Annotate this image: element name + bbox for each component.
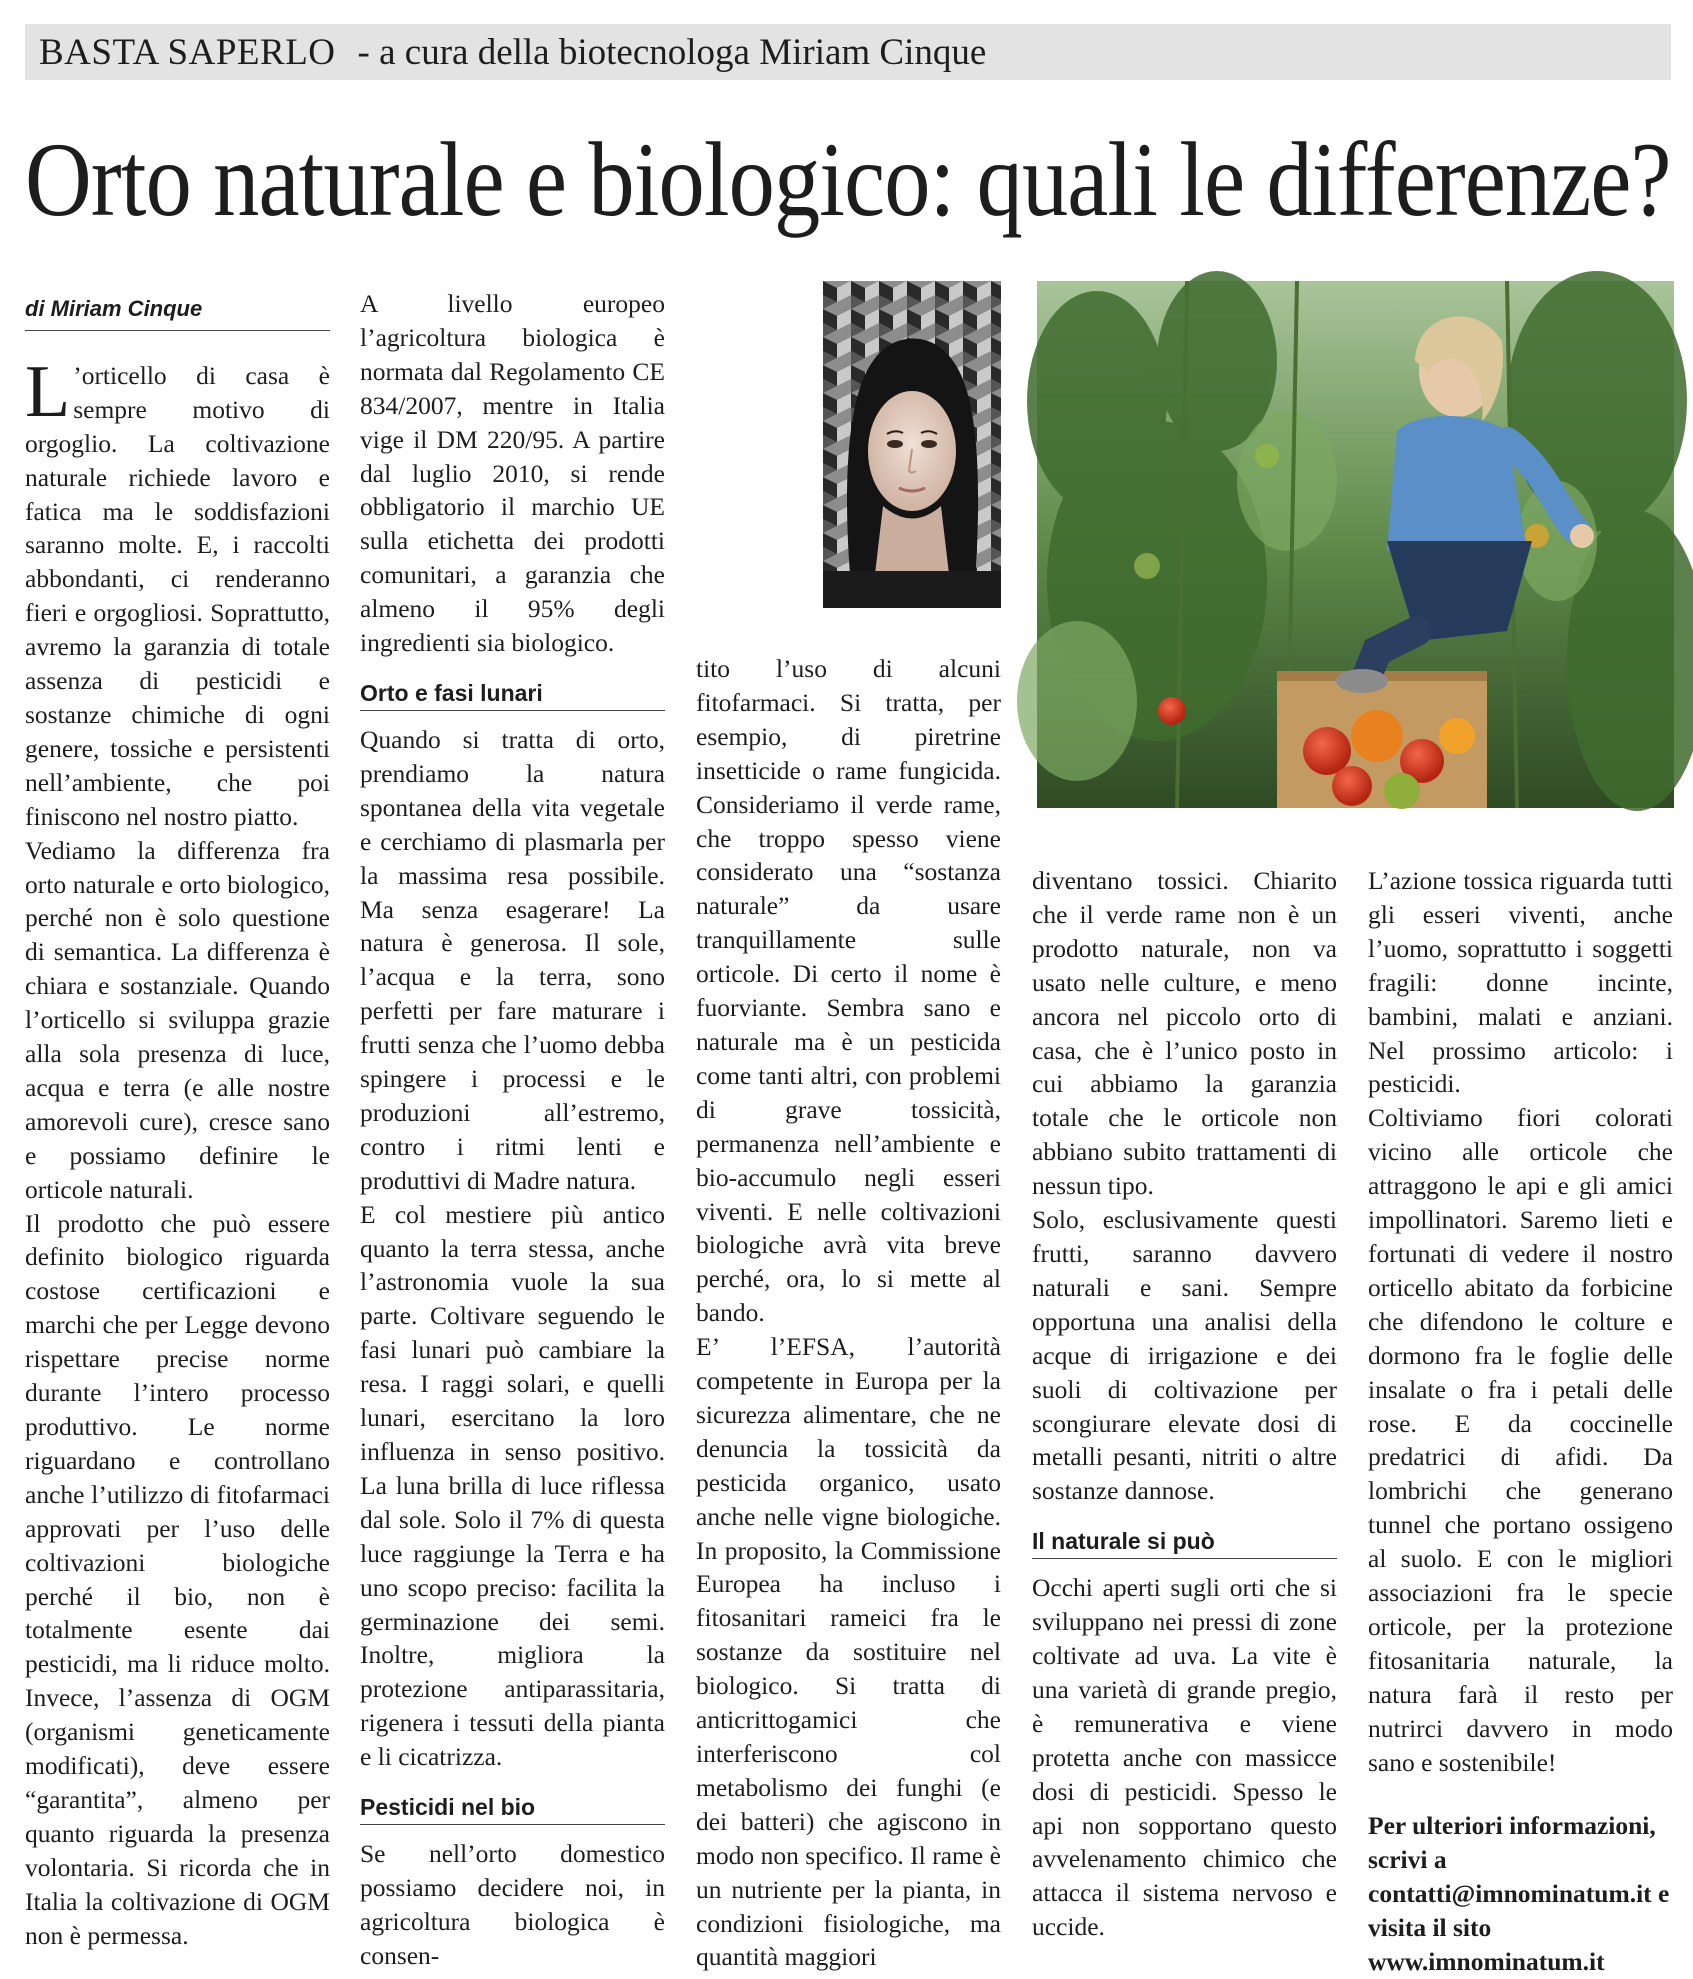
subhead-orto-fasi-lunari: Orto e fasi lunari bbox=[360, 678, 665, 711]
col4-paragraph-1: diventano tossici. Chiarito che il verde rame non è un prodotto naturale, non va usato nelle culture, e meno ancora nel piccolo orto di casa, che è l’unico posto in cui abbiamo la garanzia totale che le orticole non abbiano subito trattamenti di nessun tipo. bbox=[1032, 866, 1337, 1201]
headline: Orto naturale e biologico: quali le differenze? bbox=[25, 121, 1671, 238]
col3-paragraph-1: tito l’uso di alcuni fitofarmaci. Si tratta, per esempio, di piretrine insetticide o rame fungicida. Consideriamo il verde rame, che troppo spesso viene considerato una “sostanza naturale” da usare tranquillamente sulle orticole. Di certo il nome è fuorviante. Sembra sano e naturale ma è un pesticida come tanti altri, con problemi di grave tossicità, permanenza nell’ambiente e bio-accumulo negli esseri viventi. E nelle coltivazioni biologiche avrà vita breve perché, ora, lo si mette al bando. bbox=[696, 654, 1001, 1328]
section-name: BASTA SAPERLO bbox=[39, 31, 336, 73]
column-2 bbox=[360, 287, 665, 1970]
curator-line: - a cura della biotecnologa Miriam Cinque bbox=[357, 31, 987, 73]
col5-paragraph-1: L’azione tossica riguarda tutti gli esseri viventi, anche l’uomo, soprattutto i soggetti fragili: donne incinte, bambini, malati e anziani. Nel prossimo articolo: i pesticidi. bbox=[1368, 866, 1673, 1099]
column-4 bbox=[1032, 864, 1337, 1942]
contact-info: Per ulteriori informazioni, scrivi a contatti@imnominatum.it e visita il sito www.imnominatum.it bbox=[1368, 1811, 1670, 1977]
col2-paragraph-2: Quando si tratta di orto, prendiamo la natura spontanea della vita vegetale e cerchiamo di plasmarla per la massima resa possibile. Ma senza esagerare! La natura è generosa. Il sole, l’acqua e la terra, sono perfetti per fare maturare i frutti senza che l’uomo debba spingere i processi e le produzioni all’estremo, contro i ritmi lenti e produttivi di Madre natura. bbox=[360, 724, 665, 1195]
col2-paragraph-3: E col mestiere più antico quanto la terra stessa, anche l’astronomia vuole la sua parte. Coltivare seguendo le fasi lunari può cambiare la resa. I raggi solari, e quelli lunari, esercitano la loro influenza in senso positivo. La luna brilla di luce riflessa dal sole. Solo il 7% di questa luce raggiunge la Terra e ha uno scopo preciso: facilita la germinazione dei semi. Inoltre, migliora la protezione antiparassitaria, rigenera i tessuti della pianta e li cicatrizza. bbox=[360, 1199, 665, 1772]
drop-cap: L bbox=[25, 350, 71, 433]
col1-paragraph-1 bbox=[25, 350, 330, 834]
section-kicker bbox=[25, 24, 1671, 80]
garden-photo bbox=[1037, 281, 1674, 808]
byline: di Miriam Cinque bbox=[25, 292, 330, 331]
author-portrait bbox=[823, 281, 1001, 608]
col1-paragraph-3: Il prodotto che può essere definito biologico riguarda costose certificazioni e marchi che per Legge devono rispettare precise norme durante l’intero processo produttivo. Le norme riguardano e controllano anche l’utilizzo di fitofarmaci approvati per l’uso delle coltivazioni biologiche perché il bio, non è totalmente esente dai pesticidi, ma li riduce molto. Invece, l’assenza di OGM (organismi geneticamente modificati), deve essere “garantita”, almeno per quanto riguarda la presenza volontaria. Si ricorda che in Italia la coltivazione di OGM non è permessa. bbox=[25, 1208, 330, 1950]
col3-paragraph-2: E’ l’EFSA, l’autorità competente in Europa per la sicurezza alimentare, che ne denuncia la tossicità da pesticida organico, usato anche nelle vigne biologiche. In proposito, la Commissione Europea ha incluso i fitosanitari rameici fra le sostanze da sostituire nel biologico. Si tratta di anticrittogamici che interferiscono col metabolismo dei funghi (e dei batteri) che agiscono in modo non specifico. Il rame è un nutriente per la pianta, in condizioni fisiologiche, ma quantità maggiori bbox=[696, 1332, 1001, 1972]
col1-paragraph-1-text: ’orticello di casa è sempre motivo di orgoglio. La coltivazione naturale richiede lavoro e fatica ma le soddisfazioni saranno molte. E, i raccolti abbondanti, ci renderanno fieri e orgogliosi. Soprattutto, avremo la garanzia di totale assenza di pesticidi e sostanze chimiche di ogni genere, tossiche e persistenti nell’ambiente, che poi finiscono nel nostro piatto. bbox=[25, 360, 330, 831]
column-5 bbox=[1368, 864, 1673, 1977]
col1-paragraph-2: Vediamo la differenza fra orto naturale e orto biologico, perché non è solo questione di semantica. La differenza è chiara e sostanziale. Quando l’orticello si sviluppa grazie alla sola presenza di luce, acqua e terra (e alle nostre amorevoli cure), cresce sano e possiamo definire le orticole naturali. bbox=[25, 835, 330, 1204]
subhead-pesticidi-bio: Pesticidi nel bio bbox=[360, 1792, 665, 1825]
subhead-naturale-si-puo: Il naturale si può bbox=[1032, 1526, 1337, 1559]
col4-paragraph-2: Solo, esclusivamente questi frutti, saranno davvero naturali e sani. Sempre opportuna una analisi della acque di irrigazione e dei suoli di coltivazione per scongiurare elevate dosi di metalli pesanti, nitriti o altre sostanze dannose. bbox=[1032, 1205, 1337, 1506]
col5-paragraph-2: Coltiviamo fiori colorati vicino alle orticole che attraggono le api e gli amici impollinatori. Saremo lieti e fortunati di vedere il nostro orticello abitato da forbicine che difendono le colture e dormono fra le foglie delle insalate o fra i petali delle rose. E da coccinelle predatrici di afidi. Da lombrichi che generano tunnel che portano ossigeno al suolo. E con le migliori associazioni fra le specie orticole, per la protezione fitosanitaria naturale, la natura farà il resto per nutrirci davvero in modo sano e sostenibile! bbox=[1368, 1103, 1673, 1777]
column-3 bbox=[696, 652, 1001, 1972]
col2-paragraph-4: Se nell’orto domestico possiamo decidere noi, in agricoltura biologica è consen- bbox=[360, 1839, 665, 1970]
col2-paragraph-1: A livello europeo l’agricoltura biologica è normata dal Regolamento CE 834/2007, mentre in Italia vige il DM 220/95. A partire dal luglio 2010, si rende obbligatorio il marchio UE sulla etichetta dei prodotti comunitari, a garanzia che almeno il 95% degli ingredienti sia biologico. bbox=[360, 289, 665, 658]
col4-paragraph-3: Occhi aperti sugli orti che si sviluppano nei pressi di zone coltivate ad uva. La vite è una varietà di grande pregio, è remunerativa e viene protetta anche con massicce dosi di pesticidi. Spesso le api non sopportano questo avvelenamento chimico che attacca il sistema nervoso e uccide. bbox=[1032, 1573, 1337, 1942]
column-1 bbox=[25, 292, 330, 1950]
